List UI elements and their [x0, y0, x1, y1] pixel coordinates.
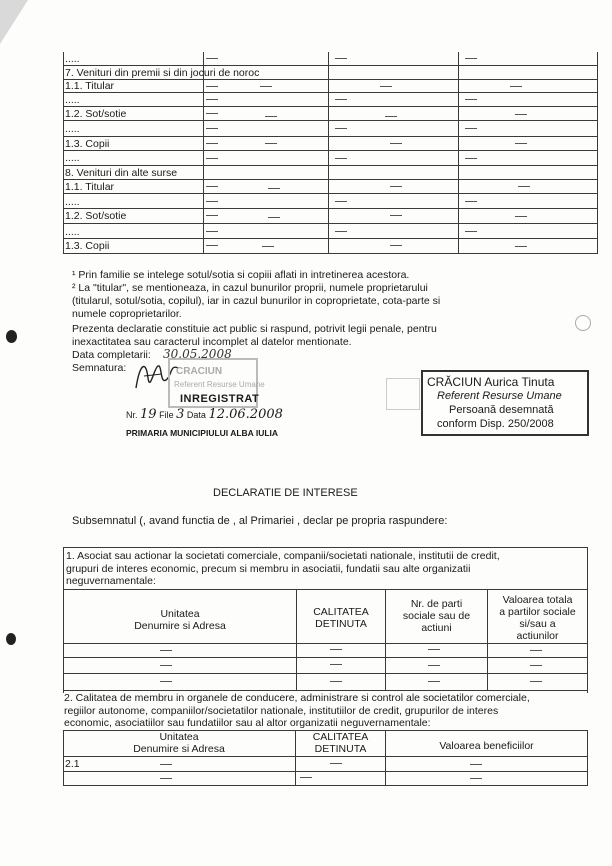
- row-dots: .....: [65, 196, 80, 208]
- punch-hole-left: [6, 330, 17, 343]
- column-header-unit-sub: Denumire si Adresa: [134, 620, 226, 632]
- declaration-line-2: inexactitatea sau caracterul incomplet al datelor mentionate.: [72, 336, 352, 348]
- completion-date-label: Data completarii:: [72, 349, 151, 361]
- row-titular: 1.1. Titular: [65, 80, 115, 92]
- punch-hole-left-bottom: [6, 633, 16, 645]
- registry-number-label: Nr.: [126, 410, 138, 420]
- column-header-quality-sub: DETINUTA: [314, 743, 367, 755]
- registry-file-value: 3: [176, 407, 185, 422]
- section-2-heading-line-1: 2. Calitatea de membru in organele de conducere, administrare si control ale societatilor comerciale,: [64, 692, 530, 704]
- faded-background-stamp: [386, 378, 420, 410]
- footnote-1: ¹ Prin familie se intelege sotul/sotia si copiii aflati in intretinerea acestora.: [72, 269, 410, 281]
- column-header-total-value-sub: a partilor sociale: [499, 606, 576, 618]
- hr-stamp-role: Referent Resurse Umane: [437, 390, 562, 402]
- column-header-unit-sub: Denumire si Adresa: [133, 743, 225, 755]
- declaration-line-1: Prezenta declaratie constituie act public si raspund, potrivit legii penale, pentru: [72, 323, 437, 335]
- row-copii: 1.3. Copii: [65, 138, 110, 150]
- punch-hole-right: [575, 315, 591, 331]
- column-header-total-value: Valoarea totala: [502, 594, 573, 606]
- registry-institution: PRIMARIA MUNICIPIULUI ALBA IULIA: [126, 428, 279, 438]
- folded-corner: [0, 0, 28, 44]
- column-header-total-value-sub2: si/sau a: [519, 618, 556, 630]
- column-header-benefits: Valoarea beneficiilor: [439, 740, 534, 752]
- row-sot-sotie: 1.2. Sot/sotie: [65, 210, 127, 222]
- row-dots: .....: [65, 94, 80, 106]
- hr-stamp-designated: Persoană desemnată: [449, 404, 554, 416]
- column-header-quality-sub: DETINUTA: [315, 618, 367, 630]
- section-7-heading: 7. Venituri din premii si din jocuri de noroc: [65, 67, 260, 79]
- registry-file-label: File: [159, 410, 174, 420]
- section-2-heading-line-3: economic, asociatiilor sau fundatiilor sau al altor organizatii neguvernamentale:: [64, 717, 431, 729]
- column-header-unit: Unitatea: [159, 731, 199, 743]
- column-header-quality: CALITATEA: [313, 606, 369, 618]
- registry-stamp-title: INREGISTRAT: [180, 393, 260, 405]
- row-dots: .....: [65, 123, 80, 135]
- column-header-shares-sub: sociale sau de: [402, 610, 471, 622]
- column-header-shares-sub2: actiuni: [421, 622, 452, 634]
- row-dots: .....: [65, 152, 80, 164]
- footnote-2-line-2: (titularul, sotul/sotia, copilul), iar in cazul bunurilor in coproprietate, cota-parte si: [72, 295, 441, 307]
- footnote-2-line-3: numele coproprietarilor.: [72, 308, 182, 320]
- registry-date-value: 12.06.2008: [208, 407, 283, 422]
- declaration-title: DECLARATIE DE INTERESE: [213, 487, 358, 499]
- row-dots: .....: [65, 226, 80, 238]
- registry-number-value: 19: [140, 407, 157, 422]
- section-8-heading: 8. Venituri din alte surse: [65, 167, 178, 179]
- registry-date-label: Data: [186, 410, 206, 420]
- hr-stamp: [421, 370, 589, 436]
- signature-label: Semnatura:: [72, 362, 127, 374]
- column-header-quality: CALITATEA: [312, 731, 369, 743]
- section-1-heading-line-3: neguvernamentale:: [66, 575, 156, 587]
- section-2-heading-line-2: regiilor autonome, companiilor/societatilor nationale, institutiilor de credit, grupurilor de interes: [64, 705, 499, 717]
- section-1-heading-line-2: grupuri de interes economic, precum si membru in asociatii, fundatii sau alte organizatii: [66, 563, 471, 575]
- footnote-2-line-1: ² La "titular", se mentioneaza, in cazul bunurilor proprii, numele proprietarului: [72, 282, 428, 294]
- row-dots: .....: [65, 53, 80, 65]
- column-header-unit: Unitatea: [160, 608, 200, 620]
- declaration-subtitle: Subsemnatul (, avand functia de , al Primariei , declar pe propria raspundere:: [72, 515, 448, 527]
- completion-date-value: 30.05.2008: [163, 347, 232, 361]
- faded-stamp-role: Referent Resurse Umane: [174, 380, 265, 389]
- row-copii: 1.3. Copii: [65, 240, 110, 252]
- row-titular: 1.1. Titular: [65, 181, 115, 193]
- hr-stamp-disposition: conform Disp. 250/2008: [437, 418, 554, 430]
- section-1-heading-line-1: 1. Asociat sau actionar la societati comerciale, companii/societati nationale, institutii de credit,: [66, 550, 500, 562]
- column-header-total-value-sub3: actiunilor: [516, 630, 559, 642]
- column-header-shares: Nr. de parti: [410, 598, 463, 610]
- faded-stamp-name: CRACIUN: [176, 366, 223, 377]
- registry-stamp: [118, 393, 313, 441]
- row-sot-sotie: 1.2. Sot/sotie: [65, 108, 127, 120]
- row-2-1-label: 2.1: [65, 758, 80, 770]
- hr-stamp-name: CRĂCIUN Aurica Tinuta: [427, 375, 555, 389]
